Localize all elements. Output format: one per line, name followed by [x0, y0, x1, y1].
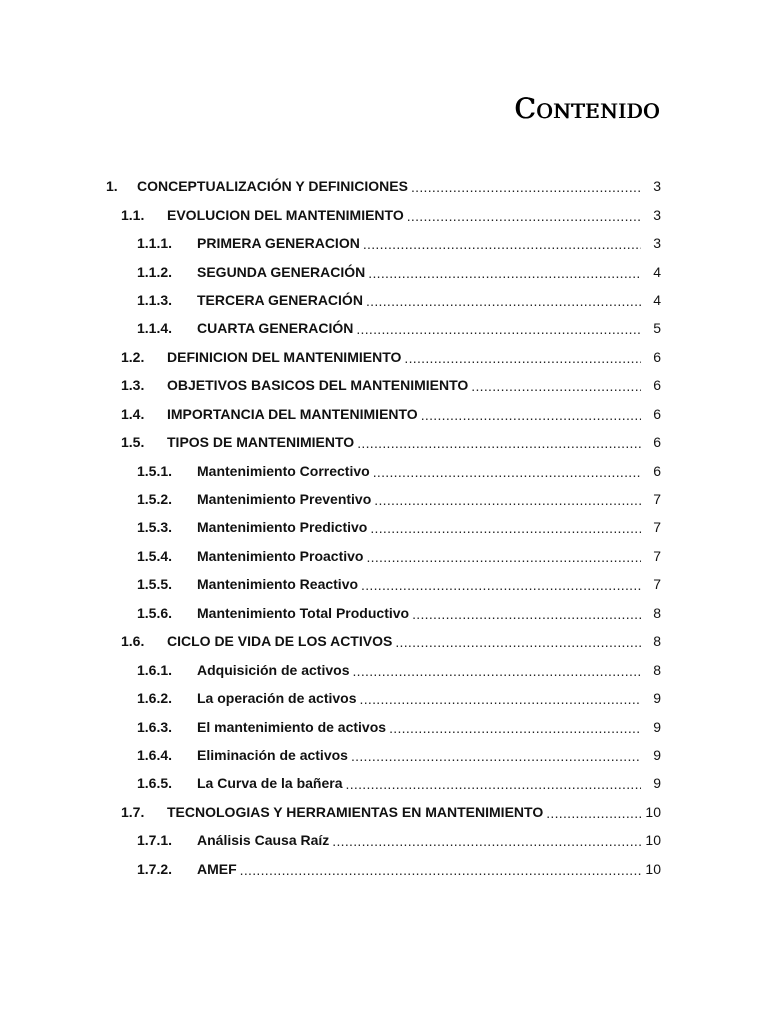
toc-entry-page-number: 6: [653, 405, 661, 422]
toc-entry-title: TIPOS DE MANTENIMIENTO: [167, 434, 355, 451]
toc-entry[interactable]: [0, 855, 768, 883]
toc-dot-leader: [411, 179, 641, 195]
toc-entry[interactable]: [0, 343, 768, 371]
toc-dot-leader: [332, 833, 641, 849]
toc-entry-title: La Curva de la bañera: [197, 775, 343, 792]
toc-entry-title: EVOLUCION DEL MANTENIMIENTO: [167, 206, 404, 223]
toc-dot-leader: [360, 691, 642, 707]
toc-dot-leader: [546, 805, 641, 821]
toc-entry-title: Mantenimiento Reactivo: [197, 576, 359, 593]
toc-entry-title: SEGUNDA GENERACIÓN: [197, 263, 366, 280]
toc-entry-page-number: 3: [653, 206, 661, 223]
toc-entry[interactable]: [0, 570, 768, 598]
toc-entry-number: 1.6.2.: [137, 690, 173, 707]
toc-entry-page-number: 10: [645, 803, 661, 820]
toc-entry-title: Mantenimiento Predictivo: [197, 519, 368, 536]
toc-entry-number: 1.5.4.: [137, 547, 173, 564]
toc-entry-number: 1.5.5.: [137, 576, 173, 593]
toc-entry-number: 1.7.: [121, 803, 145, 820]
toc-entry-page-number: 7: [653, 576, 661, 593]
toc-entry[interactable]: [0, 400, 768, 428]
toc-entry-title: IMPORTANCIA DEL MANTENIMIENTO: [167, 405, 418, 422]
toc-entry-page-number: 9: [653, 775, 661, 792]
toc-dot-leader: [374, 492, 641, 508]
toc-entry[interactable]: [0, 257, 768, 285]
toc-entry-page-number: 3: [653, 178, 661, 195]
toc-entry-title: TERCERA GENERACIÓN: [197, 291, 363, 308]
toc-entry[interactable]: [0, 599, 768, 627]
toc-entry-page-number: 9: [653, 690, 661, 707]
toc-entry-number: 1.1.4.: [137, 320, 173, 337]
toc-entry-number: 1.6.5.: [137, 775, 173, 792]
toc-entry-number: 1.7.2.: [137, 860, 173, 877]
toc-entry-page-number: 10: [645, 832, 661, 849]
toc-entry-page-number: 6: [653, 377, 661, 394]
toc-entry[interactable]: [0, 229, 768, 257]
toc-entry[interactable]: [0, 627, 768, 655]
toc-entry-page-number: 3: [653, 235, 661, 252]
toc-entry[interactable]: [0, 314, 768, 342]
toc-entry-number: 1.5.3.: [137, 519, 173, 536]
toc-entry-number: 1.5.: [121, 434, 145, 451]
toc-entry[interactable]: [0, 826, 768, 854]
toc-entry-title: El mantenimiento de activos: [197, 718, 387, 735]
toc-entry[interactable]: [0, 655, 768, 683]
toc-entry[interactable]: [0, 485, 768, 513]
toc-entry-title: CICLO DE VIDA DE LOS ACTIVOS: [167, 633, 393, 650]
toc-entry[interactable]: [0, 513, 768, 541]
toc-entry-number: 1.6.1.: [137, 661, 173, 678]
toc-entry-title: TECNOLOGIAS Y HERRAMIENTAS EN MANTENIMIENTO: [167, 803, 544, 820]
toc-entry-number: 1.4.: [121, 405, 145, 422]
toc-dot-leader: [404, 350, 641, 366]
toc-dot-leader: [368, 265, 641, 281]
toc-entry-number: 1.2.: [121, 348, 145, 365]
toc-entry-page-number: 9: [653, 718, 661, 735]
toc-entry-page-number: 6: [653, 348, 661, 365]
toc-entry-page-number: 5: [653, 320, 661, 337]
toc-dot-leader: [366, 549, 641, 565]
toc-entry-page-number: 10: [645, 860, 661, 877]
toc-entry[interactable]: [0, 286, 768, 314]
toc-dot-leader: [352, 663, 641, 679]
toc-entry[interactable]: [0, 542, 768, 570]
toc-entry-number: 1.1.3.: [137, 291, 173, 308]
toc-entry-title: La operación de activos: [197, 690, 357, 707]
toc-dot-leader: [351, 748, 641, 764]
toc-entry-page-number: 4: [653, 263, 661, 280]
toc-dot-leader: [389, 720, 641, 736]
toc-entry-number: 1.1.1.: [137, 235, 173, 252]
toc-entry[interactable]: [0, 798, 768, 826]
toc-entry-number: 1.: [106, 178, 118, 195]
toc-entry-title: Mantenimiento Correctivo: [197, 462, 370, 479]
page-title: Contenido: [514, 92, 660, 125]
toc-dot-leader: [346, 776, 641, 792]
toc-entry-page-number: 4: [653, 291, 661, 308]
toc-entry-title: Mantenimiento Proactivo: [197, 547, 364, 564]
toc-dot-leader: [357, 435, 641, 451]
toc-entry[interactable]: [0, 172, 768, 200]
toc-entry-title: PRIMERA GENERACION: [197, 235, 360, 252]
toc-entry-page-number: 8: [653, 633, 661, 650]
toc-dot-leader: [471, 378, 641, 394]
toc-entry-number: 1.7.1.: [137, 832, 173, 849]
toc-entry-number: 1.6.3.: [137, 718, 173, 735]
toc-entry-title: Análisis Causa Raíz: [197, 832, 330, 849]
toc-dot-leader: [407, 208, 641, 224]
toc-entry-number: 1.6.4.: [137, 746, 173, 763]
toc-entry-number: 1.1.: [121, 206, 145, 223]
toc-entry[interactable]: [0, 456, 768, 484]
toc-entry-page-number: 8: [653, 661, 661, 678]
toc-dot-leader: [412, 606, 641, 622]
toc-entry[interactable]: [0, 200, 768, 228]
toc-entry-number: 1.5.6.: [137, 604, 173, 621]
toc-dot-leader: [366, 293, 641, 309]
toc-entry[interactable]: [0, 769, 768, 797]
toc-entry-title: AMEF: [197, 860, 237, 877]
toc-entry-title: CONCEPTUALIZACIÓN Y DEFINICIONES: [137, 178, 408, 195]
toc-entry-number: 1.3.: [121, 377, 145, 394]
toc-entry-page-number: 7: [653, 519, 661, 536]
toc-entry-title: DEFINICION DEL MANTENIMIENTO: [167, 348, 402, 365]
toc-entry[interactable]: [0, 741, 768, 769]
toc-dot-leader: [421, 407, 641, 423]
toc-entry-title: Adquisición de activos: [197, 661, 350, 678]
toc-entry-number: 1.1.2.: [137, 263, 173, 280]
toc-entry-page-number: 6: [653, 462, 661, 479]
toc-dot-leader: [373, 464, 641, 480]
toc-entry[interactable]: [0, 428, 768, 456]
toc-dot-leader: [356, 321, 641, 337]
toc-entry[interactable]: [0, 712, 768, 740]
toc-dot-leader: [240, 862, 641, 878]
toc-entry-title: CUARTA GENERACIÓN: [197, 320, 354, 337]
toc-entry[interactable]: [0, 371, 768, 399]
toc-entry-number: 1.5.2.: [137, 491, 173, 508]
toc-entry[interactable]: [0, 684, 768, 712]
table-of-contents: [0, 172, 768, 883]
toc-dot-leader: [361, 577, 641, 593]
toc-entry-title: Mantenimiento Preventivo: [197, 491, 372, 508]
toc-entry-number: 1.5.1.: [137, 462, 173, 479]
toc-entry-title: Mantenimiento Total Productivo: [197, 604, 410, 621]
toc-dot-leader: [370, 520, 641, 536]
toc-entry-page-number: 6: [653, 434, 661, 451]
toc-dot-leader: [395, 634, 641, 650]
toc-entry-title: Eliminación de activos: [197, 746, 348, 763]
toc-dot-leader: [363, 236, 641, 252]
toc-entry-page-number: 9: [653, 746, 661, 763]
toc-entry-page-number: 8: [653, 604, 661, 621]
toc-entry-title: OBJETIVOS BASICOS DEL MANTENIMIENTO: [167, 377, 469, 394]
toc-entry-page-number: 7: [653, 491, 661, 508]
toc-entry-number: 1.6.: [121, 633, 145, 650]
toc-entry-page-number: 7: [653, 547, 661, 564]
